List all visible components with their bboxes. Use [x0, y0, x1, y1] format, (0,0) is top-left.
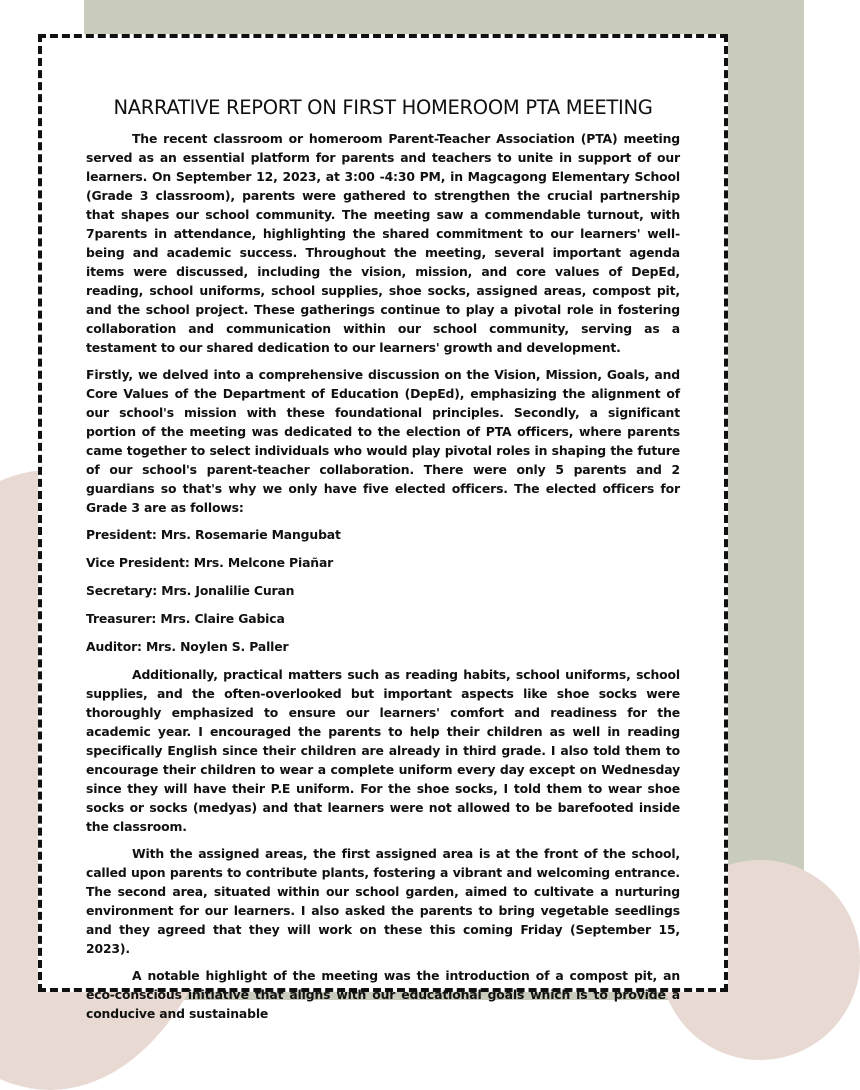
officer-auditor: Auditor: Mrs. Noylen S. Paller [86, 639, 289, 654]
document-title: NARRATIVE REPORT ON FIRST HOMEROOM PTA MEETING [113, 96, 653, 119]
officer-secretary: Secretary: Mrs. Jonalilie Curan [86, 583, 295, 598]
document-page [38, 34, 728, 1021]
paragraph-assigned-areas: With the assigned areas, the first assigned area is at the front of the school, called upon parents to contribute plants, fostering a vibrant and welcoming entrance. The second area, situated within our school garden, aimed to cultivate a nurturing environment for our learners. I also asked the parents to bring vegetable seedlings and they agreed that they will work on these this coming Friday (September 15, 2023). [86, 846, 680, 956]
officer-vice-president: Vice President: Mrs. Melcone Piañar [86, 555, 334, 570]
officer-president: President: Mrs. Rosemarie Mangubat [86, 527, 341, 542]
paragraph-compost-pit: A notable highlight of the meeting was the introduction of a compost pit, an eco-conscious initiative that aligns with our educational goals which is to provide a conducive and sustainable [86, 968, 680, 1021]
paragraph-intro: The recent classroom or homeroom Parent-Teacher Association (PTA) meeting served as an essential platform for parents and teachers to unite in support of our learners. On September 12, 2023, at 3:00 -4:30 PM, in Magcagong Elementary School (Grade 3 classroom), parents were gathered to strengthen the crucial partnership that shapes our school community. The meeting saw a commendable turnout, with 7parents in attendance, highlighting the shared commitment to our learners' well-being and academic success. Throughout the meeting, several important agenda items were discussed, including the vision, mission, and core values of DepEd, reading, school uniforms, school supplies, shoe socks, assigned areas, compost pit, and the school project. These gatherings continue to play a pivotal role in fostering collaboration and communication within our school community, serving as a testament to our shared dedication to our learners' growth and development. [86, 131, 680, 355]
document-content [86, 96, 680, 1031]
officer-treasurer: Treasurer: Mrs. Claire Gabica [86, 611, 285, 626]
paragraph-practical-matters: Additionally, practical matters such as reading habits, school uniforms, school supplies, and the often-overlooked but important aspects like shoe socks were thoroughly emphasized to ensure our learners' comfort and readiness for the academic year. I encouraged the parents to help their children as well in reading specifically English since their children are already in third grade. I also told them to encourage their children to wear a complete uniform every day except on Wednesday since they will have their P.E uniform. For the shoe socks, I told them to wear shoe socks or socks (medyas) and that learners were not allowed to be barefooted inside the classroom. [86, 667, 680, 834]
paragraph-discussion: Firstly, we delved into a comprehensive discussion on the Vision, Mission, Goals, and Core Values of the Department of Education (DepEd), emphasizing the alignment of our school's mission with these foundational principles. Secondly, a significant portion of the meeting was dedicated to the election of PTA officers, where parents came together to select individuals who would play pivotal roles in shaping the future of our school's parent-teacher collaboration. There were only 5 parents and 2 guardians so that's why we only have five elected officers. The elected officers for Grade 3 are as follows: [86, 367, 680, 515]
